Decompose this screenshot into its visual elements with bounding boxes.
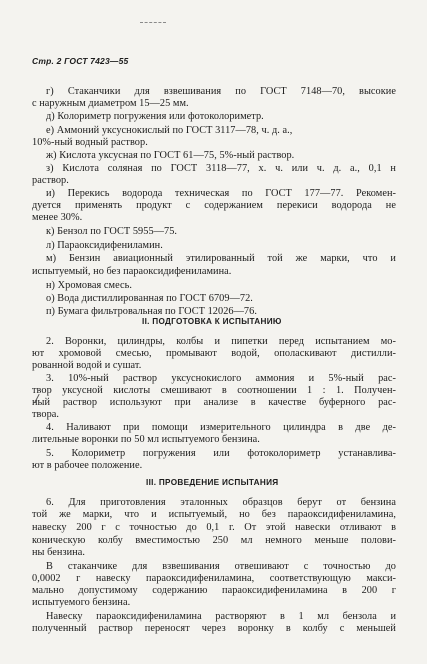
section-2-text-line: 5. Колориметр погружения или фотоколориметр устанавлива-	[46, 448, 396, 459]
list-item-line: менее 30%.	[32, 212, 83, 223]
list-item-line: п) Бумага фильтровальная по ГОСТ 12026—76.	[46, 306, 257, 317]
section-3-text-line: коническую колбу вместимостью 250 мл немного меньше полови-	[32, 535, 396, 546]
section-2-text-line: 4. Наливают при помощи измерительного цилиндра в две де-	[46, 422, 396, 433]
list-item-line: д) Колориметр погружения или фотоколориметр.	[46, 111, 264, 122]
section-3-text-line: В стаканчике для взвешивания отвешивают с точностью до	[46, 561, 396, 572]
running-head: Стр. 2 ГОСТ 7423—55	[32, 56, 129, 66]
section-3-text-line: той же марки, что и испытуемый, но без параоксидифениламина,	[32, 509, 396, 520]
section-3-text-line: навеску 200 г с точностью до 0,1 г. От этой навески отливают в	[32, 522, 396, 533]
scan-mark	[140, 22, 166, 23]
list-item-line: г) Стаканчики для взвешивания по ГОСТ 7148—70, высокие	[46, 86, 396, 97]
list-item-line: н) Хромовая смесь.	[46, 280, 132, 291]
list-item-line: с наружным диаметром 15—25 мм.	[32, 98, 189, 109]
list-item-line: ж) Кислота уксусная по ГОСТ 61—75, 5%-ный раствор.	[46, 150, 295, 161]
section-3-text-line: Навеску параоксидифениламина растворяют в 1 мл бензола и	[46, 611, 396, 622]
section-3-text-line: мально допустимому содержанию параоксидифениламина в 200 г	[32, 585, 396, 596]
list-item-line: и) Перекись водорода техническая по ГОСТ 177—77. Рекомен-	[46, 188, 396, 199]
list-item-line: л) Параоксидифениламин.	[46, 240, 163, 251]
section-3-text-line: испытуемого бензина.	[32, 597, 131, 608]
list-item-line: з) Кислота соляная по ГОСТ 3118—77, х. ч. или ч. д. а., 0,1 н	[46, 163, 396, 174]
section-2-text-line: ют в рабочее положение.	[32, 460, 143, 471]
section-3-text-line: полученный раствор переносят через воронку в колбу с меньшей	[32, 623, 396, 634]
list-item-line: к) Бензол по ГОСТ 5955—75.	[46, 226, 178, 237]
list-item-line: раствор.	[32, 175, 69, 186]
list-item-line: испытуемый, но без параоксидифениламина.	[32, 266, 232, 277]
list-item-line: 10%-ный водный раствор.	[32, 137, 148, 148]
list-item-line: дуется применять продукт с содержанием перекиси водорода не	[32, 200, 396, 211]
section-2-text-line: рованной водой и сушат.	[32, 360, 142, 371]
section-2-text-line: твор уксусной кислоты смешивают в соотношении 1 : 1. Получен-	[32, 385, 396, 396]
section-2-text-line: ный раствор используют при анализе в качестве буферного рас-	[32, 397, 396, 408]
section-3-text-line: ны бензина.	[32, 547, 85, 558]
section-2-text-line: твора.	[32, 409, 60, 420]
section-3-heading: III. ПРОВЕДЕНИЕ ИСПЫТАНИЯ	[146, 478, 279, 487]
section-2-text-line: ют хромовой смесью, промывают водой, ополаскивают дистилли-	[32, 348, 396, 359]
list-item-line: м) Бензин авиационный этилированный той же марки, что и	[46, 253, 396, 264]
section-2-text-line: лительные воронки по 50 мл испытуемого бензина.	[32, 434, 260, 445]
list-item-line: о) Вода дистиллированная по ГОСТ 6709—72.	[46, 293, 253, 304]
section-3-text-line: 6. Для приготовления эталонных образцов берут от бензина	[46, 497, 396, 508]
list-item-line: е) Аммоний уксуснокислый по ГОСТ 3117—78, ч. д. а.,	[46, 125, 293, 136]
section-2-text-line: 3. 10%-ный раствор уксуснокислого аммония и 5%-ный рас-	[46, 373, 396, 384]
section-2-text-line: 2. Воронки, цилиндры, колбы и пипетки перед испытанием мо-	[46, 336, 396, 347]
section-3-text-line: 0,0002 г навеску параоксидифениламина, соответствующую макси-	[32, 573, 396, 584]
section-2-heading: II. ПОДГОТОВКА К ИСПЫТАНИЮ	[142, 317, 282, 326]
